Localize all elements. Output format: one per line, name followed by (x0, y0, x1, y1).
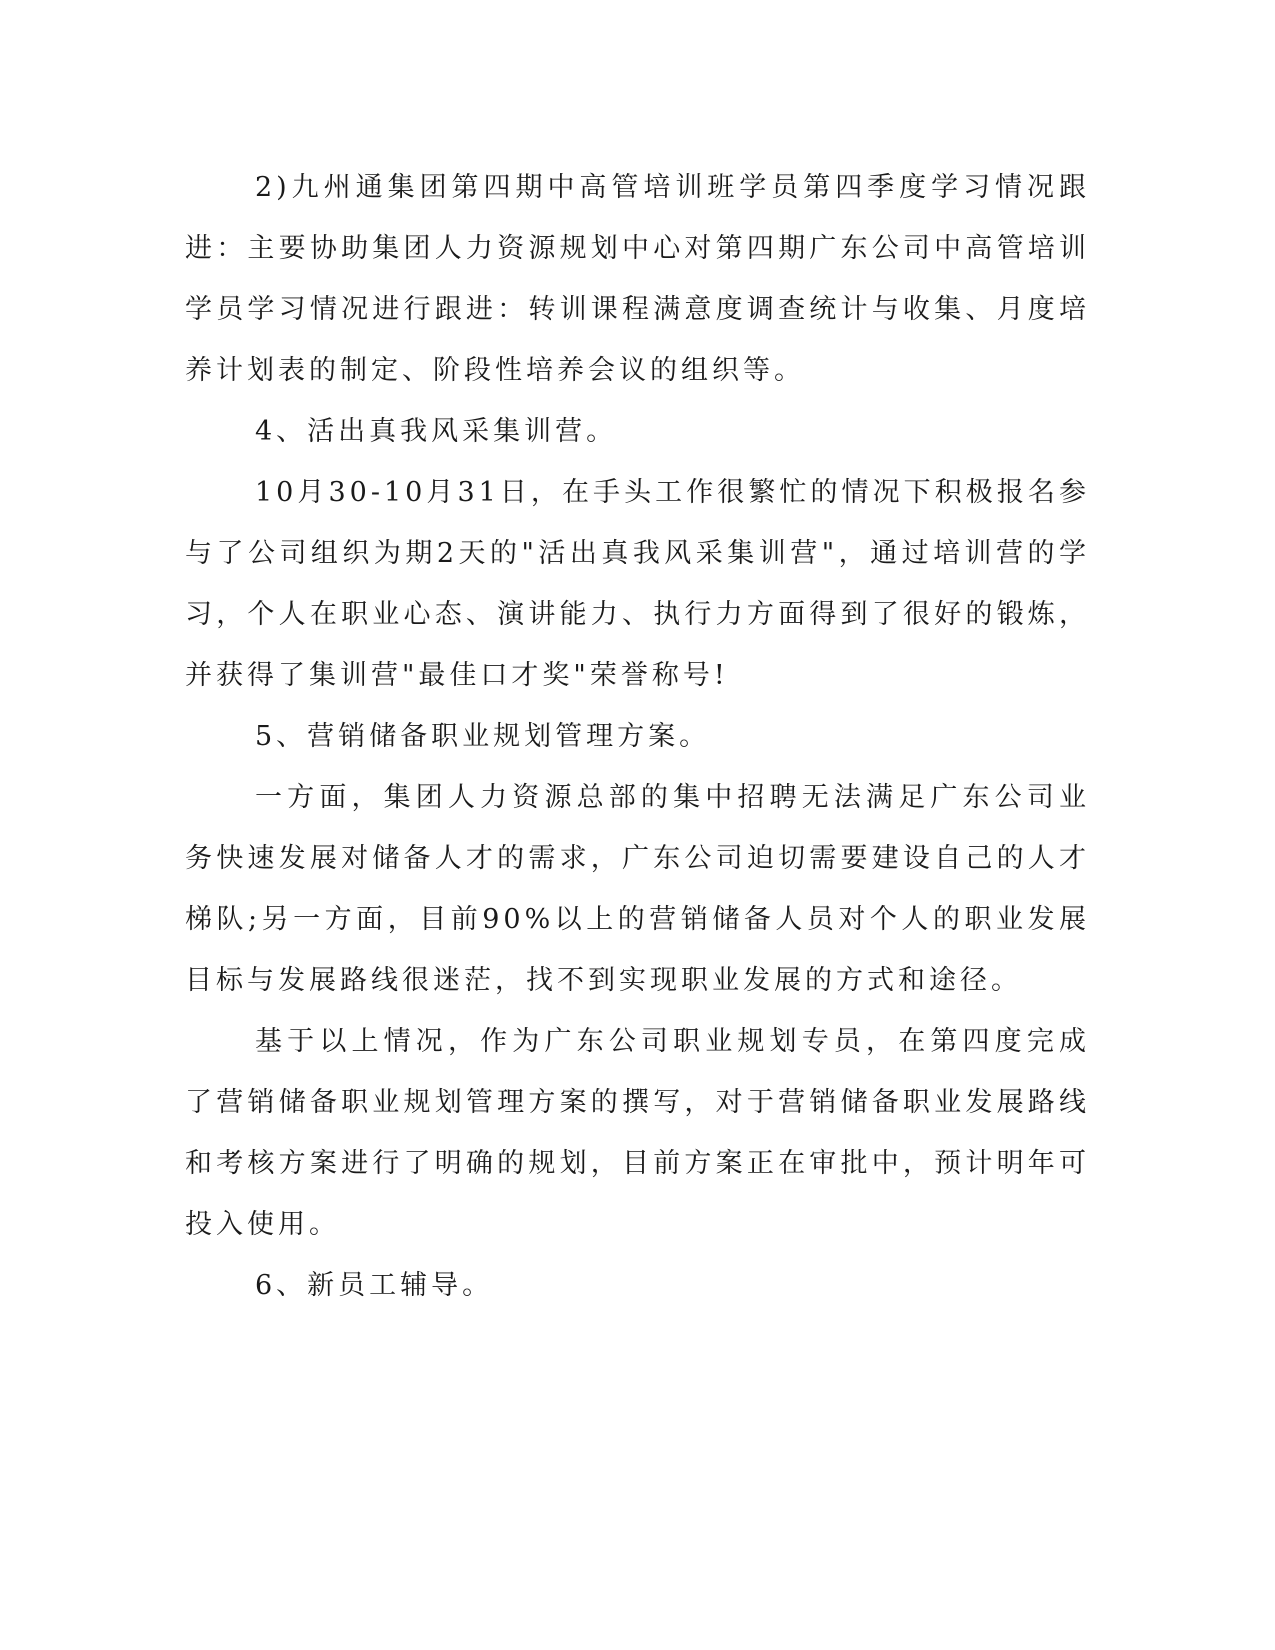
paragraph-training-followup: 2)九州通集团第四期中高管培训班学员第四季度学习情况跟进：主要协助集团人力资源规划中心对第四期广东公司中高管培训学员学习情况进行跟进：转训课程满意度调查统计与收集、月度培养计划表的制定、阶段性培养会议的组织等。 (185, 172, 1090, 386)
heading-career-plan: 5、营销储备职业规划管理方案。 (255, 721, 711, 752)
document-body (185, 157, 1090, 1316)
paragraph-career-plan: 基于以上情况，作为广东公司职业规划专员，在第四度完成了营销储备职业规划管理方案的撰写，对于营销储备职业发展路线和考核方案进行了明确的规划，目前方案正在审批中，预计明年可投入使用。 (185, 1026, 1090, 1240)
heading-new-employee: 6、新员工辅导。 (255, 1270, 494, 1301)
paragraph-camp: 10月30-10月31日，在手头工作很繁忙的情况下积极报名参与了公司组织为期2天的"活出真我风采集训营"，通过培训营的学习，个人在职业心态、演讲能力、执行力方面得到了很好的锻炼，并获得了集训营"最佳口才奖"荣誉称号! (185, 477, 1090, 691)
paragraph-career-background: 一方面，集团人力资源总部的集中招聘无法满足广东公司业务快速发展对储备人才的需求，广东公司迫切需要建设自己的人才梯队;另一方面，目前90%以上的营销储备人员对个人的职业发展目标与发展路线很迷茫，找不到实现职业发展的方式和途径。 (185, 782, 1090, 996)
heading-camp: 4、活出真我风采集训营。 (255, 416, 618, 447)
